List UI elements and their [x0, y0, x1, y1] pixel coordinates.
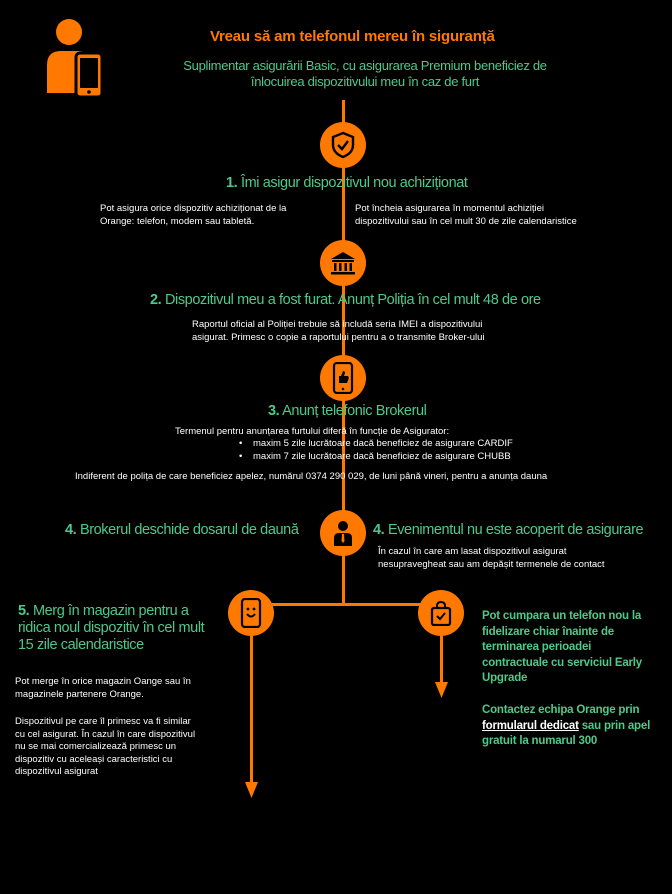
- header-avatar-icon: [45, 15, 105, 100]
- step-1-right-line-1: Pot încheia asigurarea în momentul achiziției: [355, 203, 545, 214]
- step-5-p2-line-3: nu se mai comercializează primesc un: [15, 741, 177, 752]
- step-1-left-text: [100, 203, 286, 228]
- contact-line-1: Contactez echipa Orange prin: [482, 704, 640, 716]
- step-2-text: [192, 319, 485, 344]
- subtitle-line-1: Suplimentar asigurării Basic, cu asigurarea Premium beneficiez de: [183, 58, 547, 73]
- step-4-right-number: 4.: [373, 522, 385, 538]
- step-3-number: 3.: [268, 403, 280, 419]
- step-1-right-text: [355, 203, 577, 228]
- branch-horizontal-line: [250, 603, 443, 606]
- step-2-line-2: asigurat. Primesc o copie a raportului pentru a o transmite Broker-ului: [192, 331, 485, 343]
- shield-check-icon: [320, 122, 366, 168]
- step-3-bullet-cardif: • maxim 5 zile lucrătoare dacă beneficiez de asigurare CARDIF: [237, 438, 513, 451]
- step-1-left-line-1: Pot asigura orice dispozitiv achiziționat de la: [100, 203, 287, 214]
- smiling-phone-icon: [228, 590, 274, 636]
- step-1-number: 1.: [226, 175, 238, 191]
- page-subtitle: [130, 58, 600, 90]
- step-4-right-line-2: nesupravegheat sau am depășit termenele de contact: [378, 558, 605, 570]
- step-5-title-line-3: 15 zile calendaristice: [18, 637, 144, 653]
- step-4-right-title: Evenimentul nu este acoperit de asigurare: [387, 522, 644, 538]
- step-4-left-title: Brokerul deschide dosarul de daună: [79, 522, 299, 538]
- early-upgrade-line-4: contractuale cu serviciul Early: [482, 656, 642, 669]
- step-5-p2-line-1: Dispozitivul pe care îl primesc va fi similar: [15, 716, 191, 727]
- contact-orange-text: [482, 703, 650, 750]
- step-5-title-line-1: Merg în magazin pentru a: [32, 603, 189, 619]
- early-upgrade-line-2: fidelizare chiar înainte de: [482, 625, 615, 638]
- early-upgrade-line-5: Upgrade: [482, 672, 528, 684]
- step-4-right-text: [378, 546, 605, 571]
- contact-after-link: sau prin apel: [578, 719, 651, 732]
- broker-person-icon: [320, 510, 366, 556]
- contact-line-2: [482, 719, 650, 735]
- step-2-title: Dispozitivul meu a fost furat. Anunț Poliția în cel mult 48 de ore: [164, 292, 541, 308]
- step-4-left-heading: [65, 522, 299, 538]
- step-1-right-line-2: dispozitivului sau în cel mult 30 de zile calendaristice: [355, 215, 577, 227]
- step-5-p1-line-1: Pot merge în orice magazin Oange sau în: [15, 676, 191, 687]
- step-5-p2-line-5: dispozitivul asigurat: [15, 766, 98, 777]
- step-3-bullet-chubb: • maxim 7 zile lucrătoare dacă beneficiez de asigurare CHUBB: [237, 451, 513, 464]
- police-building-icon: [320, 240, 366, 286]
- step-2-line-1: Raportul oficial al Poliției trebuie să includă seria IMEI a dispozitivului: [192, 319, 483, 330]
- step-4-left-number: 4.: [65, 522, 77, 538]
- page-title: Vreau să am telefonul mereu în siguranță: [210, 28, 495, 45]
- step-2-number: 2.: [150, 292, 162, 308]
- subtitle-line-2: înlocuirea dispozitivului meu în caz de furt: [250, 74, 480, 89]
- contact-line-3: gratuit la numarul 300: [482, 735, 598, 747]
- early-upgrade-line-1: Pot cumpara un telefon nou la: [482, 610, 642, 622]
- step-4-right-heading: [373, 522, 643, 538]
- step-5-paragraph-2: [15, 716, 195, 779]
- step-1-title: Îmi asigur dispozitivul nou achiziționat: [240, 175, 468, 191]
- left-arrow-down-icon: [245, 782, 258, 803]
- step-5-number: 5.: [18, 603, 30, 619]
- step-5-title-line-2: ridica noul dispozitiv în cel mult: [18, 620, 205, 636]
- step-5-paragraph-1: [15, 676, 191, 701]
- step-5-p1-line-2: magazinele partenere Orange.: [15, 688, 144, 700]
- phone-thumbs-up-icon: [320, 355, 366, 401]
- step-3-note: Indiferent de polița de care beneficiez apelez, numărul 0374 290 029, de luni până vineri, pentru a anunța dauna: [75, 471, 548, 482]
- step-3-bullet-list: [237, 438, 513, 463]
- step-2-heading: [150, 292, 541, 308]
- right-arrow-down-icon: [435, 682, 448, 703]
- step-5-p2-line-4: dispozitiv cu aceleași caracteristici cu: [15, 753, 173, 765]
- early-upgrade-text: [482, 609, 642, 687]
- step-5-p2-line-2: cu cel asigurat. În cazul în care dispozitivul: [15, 728, 196, 740]
- step-4-right-line-1: În cazul în care am lasat dispozitivul asigurat: [378, 546, 567, 557]
- dedicated-form-link[interactable]: formularul dedicat: [482, 719, 579, 732]
- step-5-heading-line-1: [18, 603, 204, 620]
- step-3-title: Anunț telefonic Brokerul: [282, 403, 427, 419]
- step-5-heading: [18, 603, 204, 654]
- step-3-intro: Termenul pentru anunțarea furtului diferă în funcție de Asigurator:: [175, 426, 450, 437]
- shopping-bag-icon: [418, 590, 464, 636]
- step-3-heading: [268, 403, 427, 419]
- early-upgrade-line-3: terminarea perioadei: [482, 641, 592, 653]
- step-1-left-line-2: Orange: telefon, modem sau tabletă.: [100, 215, 255, 227]
- step-1-heading: [226, 175, 468, 191]
